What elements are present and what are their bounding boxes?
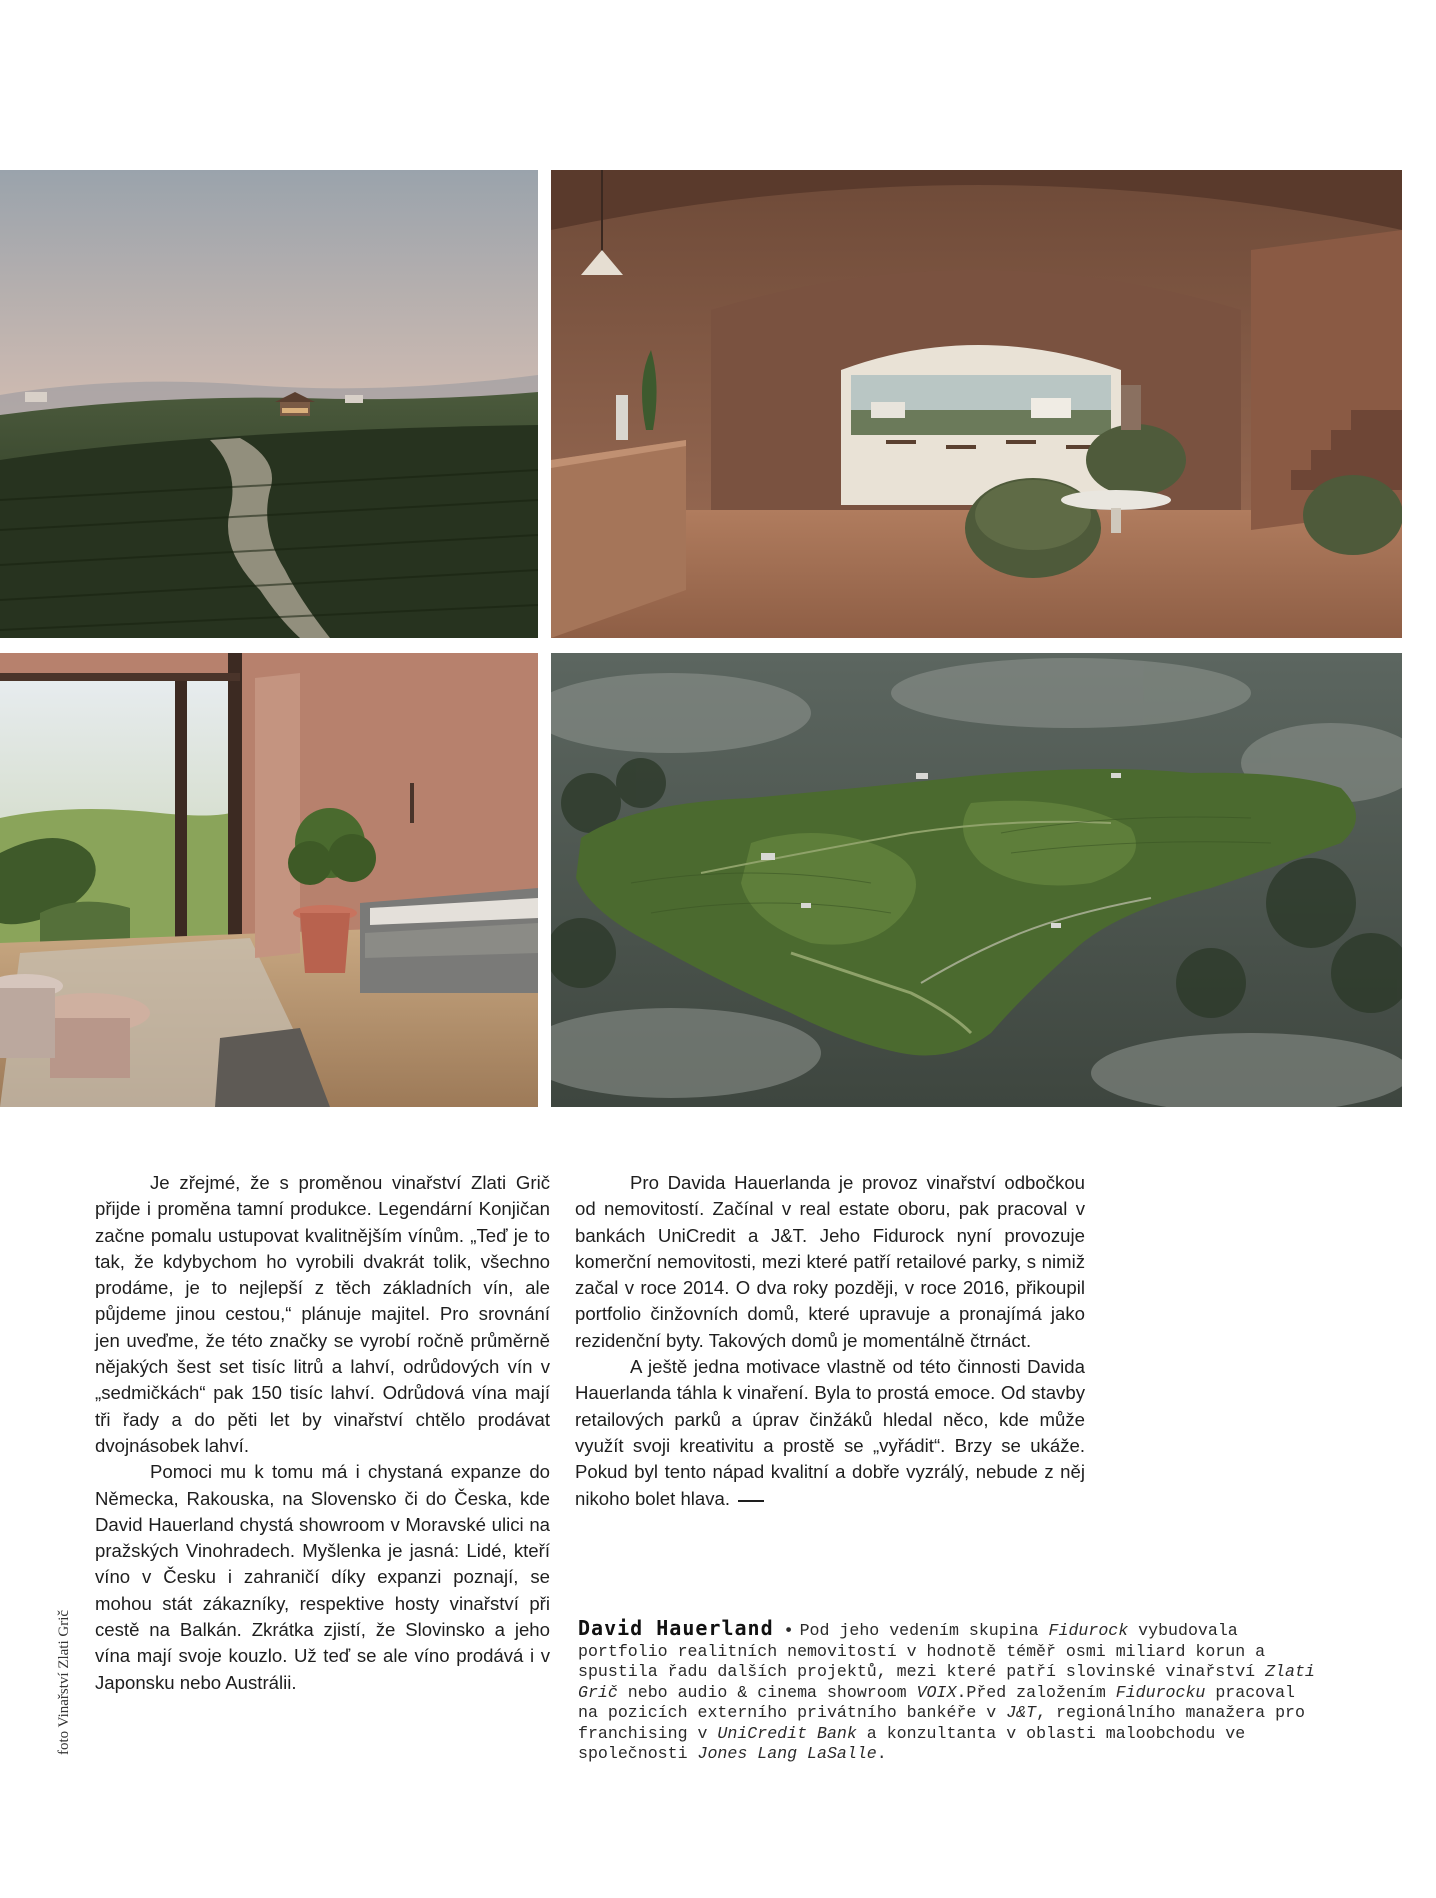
bio-name: David Hauerland bbox=[578, 1616, 774, 1640]
bio-bank: J&T bbox=[1006, 1703, 1037, 1722]
bio-showroom: VOIX bbox=[916, 1682, 957, 1702]
bio-company: Fidurocku bbox=[1115, 1682, 1206, 1702]
bio-winery: Zlati Grič bbox=[578, 1662, 1315, 1702]
bio-text: a konzultanta v oblasti maloobchodu ve společnosti bbox=[578, 1723, 1246, 1763]
article-paragraph: Pro Davida Hauerlanda je provoz vinařství odbočkou od nemovitostí. Začínal v real estate oboru, pak pracoval v bankách UniCredit a J&T. Jeho Fidurock nyní provozuje komerční nemovitosti, mezi které patří retailové parky, s nimiž začal v roce 2014. O dva roky později, v roce 2016, přikoupil portfolio činžovních domů, které upravuje a pronajímá jako rezidenční byty. Takových domů je momentálně čtrnáct. bbox=[575, 1172, 1085, 1351]
bio-company: Jones Lang LaSalle bbox=[697, 1744, 877, 1763]
bio-text: . bbox=[876, 1744, 887, 1763]
article-paragraph bbox=[575, 1354, 1085, 1512]
bio-text: vybudovala portfolio realitních nemovitostí v hodnotě téměř osmi miliard korun a spustila řadu dalších projektů, mezi které patří slovinské vinařství bbox=[578, 1621, 1266, 1681]
end-of-article-mark bbox=[738, 1500, 764, 1502]
photo-credit: foto Vinařství Zlati Grič bbox=[56, 1609, 72, 1755]
tasting-room-photo bbox=[551, 170, 1402, 638]
author-bio bbox=[578, 1618, 1323, 1765]
article-paragraph: Pomoci mu k tomu má i chystaná expanze do Německa, Rakouska, na Slovensko či do Česka, kde David Hauerland chystá showroom v Moravské ulici na pražských Vinohradech. Myšlenka je jasná: Lidé, kteří víno v Česku i zahraničí díky expanzi poznají, se mohou stát zákazníky, respektive hosty vinařství při cestě na Balkán. Zkrátka zjistí, že Slovinsko a jeho vína mají svoje kouzlo. Už teď se ale víno prodává i v Japonsku nebo Austrálii. bbox=[95, 1461, 550, 1693]
aerial-estate-photo bbox=[551, 653, 1402, 1107]
vineyard-dusk-photo bbox=[0, 170, 538, 638]
article-paragraph: Je zřejmé, že s proměnou vinařství Zlati Grič přijde i proměna tamní produkce. Legendární Konjičan začne pomalu ustupovat kvalitnějším vínům. „Teď je to tak, že kdybychom ho vyrobili dvakrát tolik, všechno prodáme, je to nejlepší z těch základních vín, ale půjdeme jinou cestou,“ plánuje majitel. Pro srovnání jen uveďme, že této značky se vyrobí ročně průměrně nějakých šest set tisíc litrů a lahví, odrůdových vín v „sedmičkách“ pak 150 tisíc lahví. Odrůdová vína mají tři řady a do pěti let by vinařství chtělo prodávat dvojnásobek lahví. bbox=[95, 1172, 550, 1456]
bio-text: .Před založením bbox=[956, 1682, 1116, 1702]
bio-text: Pod jeho vedením skupina bbox=[799, 1621, 1049, 1640]
bio-bank: UniCredit Bank bbox=[717, 1723, 857, 1743]
bedroom-photo bbox=[0, 653, 538, 1107]
bio-text: pracoval na pozicích externího privátního bankéře v bbox=[578, 1682, 1296, 1722]
article-column-left bbox=[95, 1170, 550, 1696]
bio-bullet: • bbox=[783, 1621, 794, 1640]
bio-company: Fidurock bbox=[1048, 1621, 1129, 1640]
bio-text: , regionálního manažera pro franchising v bbox=[578, 1703, 1305, 1743]
bio-text: nebo audio & cinema showroom bbox=[617, 1682, 917, 1702]
article-column-right bbox=[575, 1170, 1085, 1512]
article-paragraph-text: A ještě jedna motivace vlastně od této činnosti Davida Hauerlanda táhla k vinaření. Byla to prostá emoce. Od stavby retailových parků a úprav činžáků hledal něco, kde může využít svoji kreativitu a prostě se „vyřádit“. Brzy se ukáže. Pokud byl tento nápad kvalitní a dobře vyzrálý, nebude z něj nikoho bolet hlava. bbox=[575, 1356, 1085, 1509]
